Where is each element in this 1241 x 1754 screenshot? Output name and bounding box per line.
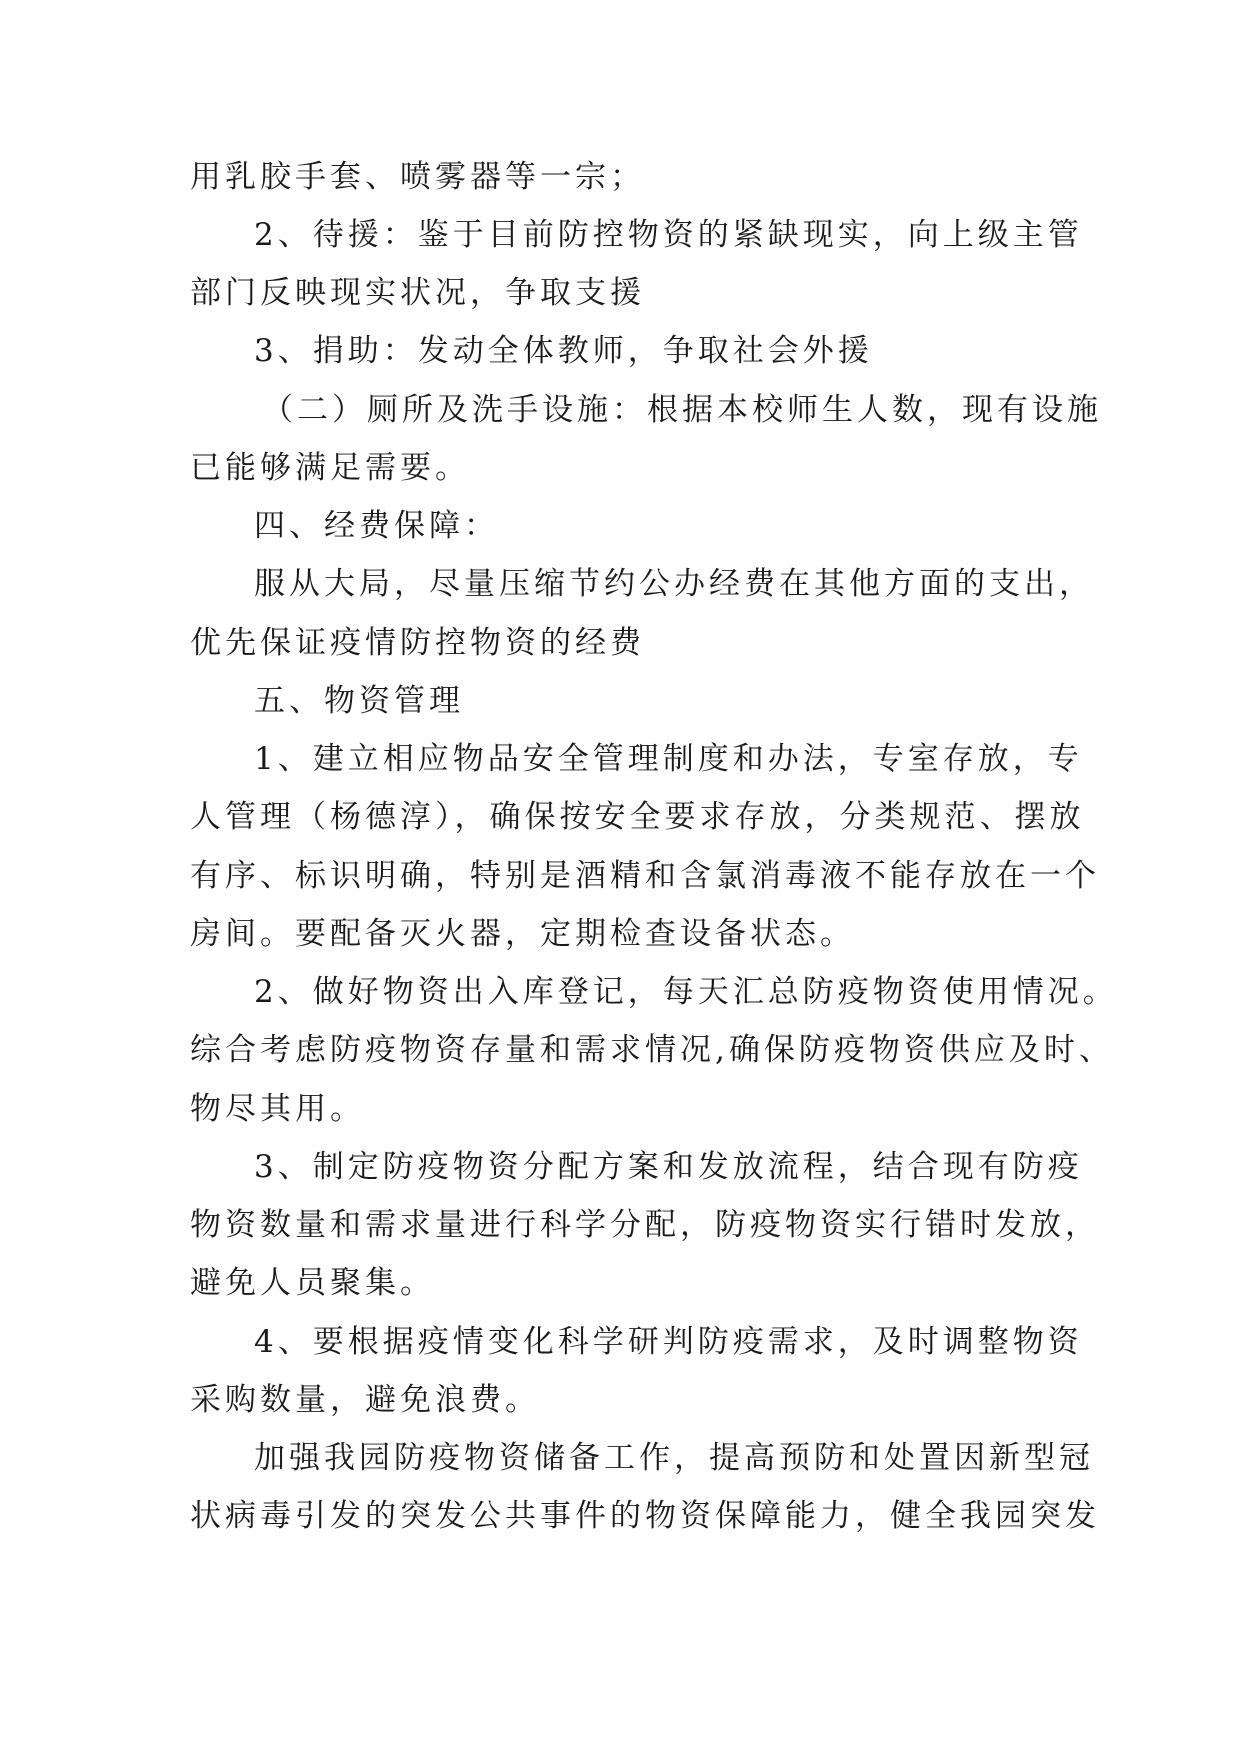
text-line: 人管理（杨德淳），确保按安全要求存放，分类规范、摆放 — [190, 799, 1085, 835]
text-line: 已能够满足需要。 — [190, 450, 470, 486]
text-line: 状病毒引发的突发公共事件的物资保障能力，健全我园突发 — [190, 1498, 1100, 1534]
text-line: 避免人员聚集。 — [190, 1265, 435, 1301]
text-line: 优先保证疫情防控物资的经费 — [190, 625, 645, 661]
text-line: 用乳胶手套、喷雾器等一宗； — [190, 159, 645, 195]
text-line: 2、待援：鉴于目前防控物资的紧缺现实，向上级主管 — [254, 217, 1083, 253]
section-heading: 五、物资管理 — [254, 683, 464, 719]
text-line: （二）厕所及洗手设施：根据本校师生人数，现有设施 — [262, 392, 1102, 428]
text-line: 房间。要配备灭火器，定期检查设备状态。 — [190, 916, 855, 952]
section-heading: 四、经费保障： — [254, 508, 499, 544]
text-line: 采购数量，避免浪费。 — [190, 1382, 540, 1418]
text-line: 部门反映现实状况，争取支援 — [190, 275, 645, 311]
text-line: 2、做好物资出入库登记，每天汇总防疫物资使用情况。 — [254, 974, 1118, 1010]
text-line: 4、要根据疫情变化科学研判防疫需求，及时调整物资 — [254, 1324, 1083, 1360]
text-line: 综合考虑防疫物资存量和需求情况,确保防疫物资供应及时、 — [190, 1032, 1114, 1068]
text-line: 1、建立相应物品安全管理制度和办法，专室存放，专 — [254, 741, 1083, 777]
text-line: 3、制定防疫物资分配方案和发放流程，结合现有防疫 — [254, 1149, 1083, 1185]
text-line: 物资数量和需求量进行科学分配，防疫物资实行错时发放， — [190, 1207, 1100, 1243]
text-line: 加强我园防疫物资储备工作，提高预防和处置因新型冠 — [254, 1440, 1094, 1476]
text-line: 物尽其用。 — [190, 1091, 365, 1127]
text-line: 服从大局，尽量压缩节约公办经费在其他方面的支出， — [254, 566, 1094, 602]
text-line: 有序、标识明确，特别是酒精和含氯消毒液不能存放在一个 — [190, 858, 1100, 894]
text-line: 3、捐助：发动全体教师，争取社会外援 — [254, 333, 873, 369]
